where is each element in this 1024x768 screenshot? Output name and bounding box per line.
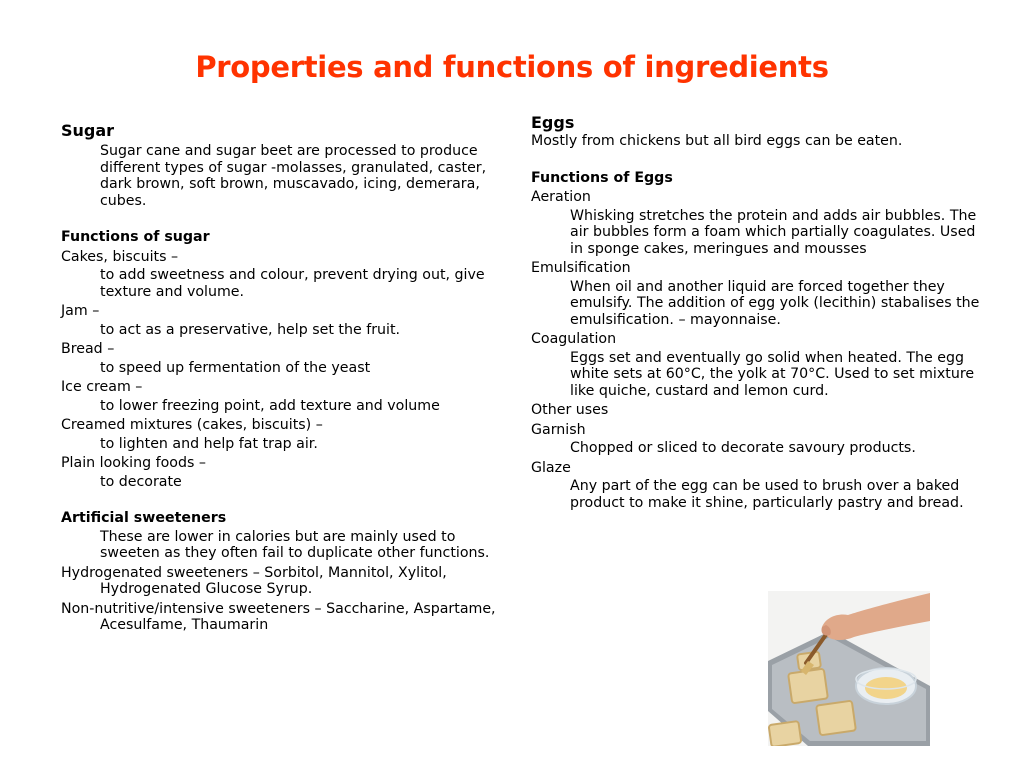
- egg-function-desc: When oil and another liquid are forced together they emulsify. The addition of egg yolk (lecithin) stabalises the emulsification. – mayonnaise.: [570, 278, 980, 328]
- egg-other-uses-heading: Other uses: [531, 402, 609, 418]
- egg-function-desc: Whisking stretches the protein and adds air bubbles. The air bubbles form a foam which partially coagulates. Used in sponge cakes, meringues and mousses: [570, 207, 977, 257]
- sugar-function-item: Plain looking foods –: [61, 455, 206, 471]
- egg-function-item: Coagulation: [531, 331, 617, 347]
- sugar-function-desc: to lower freezing point, add texture and volume: [100, 397, 440, 414]
- egg-other-desc: Chopped or sliced to decorate savoury products.: [570, 440, 916, 456]
- non-nutritive-sweeteners: Non-nutritive/intensive sweeteners – Saccharine, Aspartame, Acesulfame, Thaumarin: [61, 600, 496, 633]
- artificial-sweeteners-heading: Artificial sweeteners: [61, 510, 227, 526]
- egg-other-item: Garnish: [531, 421, 586, 438]
- sugar-function-item: Creamed mixtures (cakes, biscuits) –: [61, 417, 323, 433]
- glazing-pastry-illustration: [768, 591, 930, 746]
- sugar-function-item: Cakes, biscuits –: [61, 248, 179, 265]
- sugar-function-item: Ice cream –: [61, 379, 143, 395]
- egg-other-item: Glaze: [531, 459, 571, 476]
- eggs-heading: Eggs: [531, 113, 575, 132]
- egg-function-item: Aeration: [531, 189, 591, 205]
- sugar-heading: Sugar: [61, 121, 115, 140]
- sugar-function-desc: to add sweetness and colour, prevent drying out, give texture and volume.: [100, 267, 485, 300]
- hydrogenated-sweeteners: Hydrogenated sweeteners – Sorbitol, Mannitol, Xylitol, Hydrogenated Glucose Syrup.: [61, 564, 447, 597]
- artificial-sweeteners-intro: These are lower in calories but are mainly used to sweeten as they often fail to duplicate other functions.: [100, 528, 490, 561]
- eggs-column: [531, 113, 981, 511]
- sugar-function-desc: to decorate: [100, 473, 182, 490]
- sugar-function-desc: to speed up fermentation of the yeast: [100, 359, 371, 376]
- egg-function-item: Emulsification: [531, 260, 631, 276]
- eggs-functions-heading: Functions of Eggs: [531, 169, 673, 186]
- eggs-intro: Mostly from chickens but all bird eggs can be eaten.: [531, 133, 903, 149]
- page-title: Properties and functions of ingredients: [195, 50, 829, 84]
- glazing-pastry-photo: [768, 591, 930, 746]
- sugar-function-desc: to act as a preservative, help set the fruit.: [100, 321, 401, 338]
- sugar-function-desc: to lighten and help fat trap air.: [100, 435, 318, 452]
- sugar-function-item: Jam –: [61, 303, 100, 319]
- sugar-functions-heading: Functions of sugar: [61, 229, 210, 245]
- egg-other-desc: Any part of the egg can be used to brush over a baked product to make it shine, particularly pastry and bread.: [570, 478, 964, 511]
- egg-function-desc: Eggs set and eventually go solid when heated. The egg white sets at 60°C, the yolk at 70°C. Used to set mixture like quiche, custard and lemon curd.: [570, 349, 975, 399]
- sugar-column: [61, 121, 501, 634]
- sugar-function-item: Bread –: [61, 341, 115, 357]
- sugar-intro: Sugar cane and sugar beet are processed to produce different types of sugar -molasses, granulated, caster, dark brown, soft brown, muscavado, icing, demerara, cubes.: [100, 143, 487, 209]
